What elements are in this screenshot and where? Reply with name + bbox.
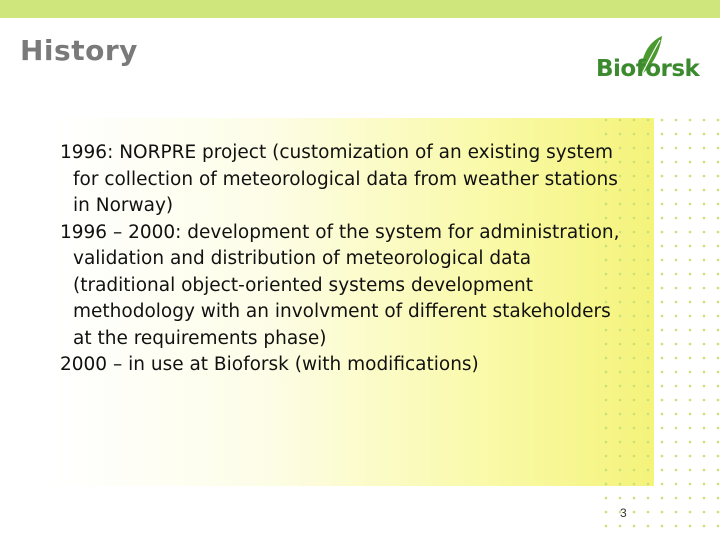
pattern-dot bbox=[675, 371, 678, 374]
pattern-dot bbox=[717, 525, 720, 528]
pattern-dot bbox=[633, 399, 636, 402]
pattern-dot bbox=[633, 413, 636, 416]
pattern-dot bbox=[661, 161, 664, 164]
pattern-dot bbox=[647, 357, 650, 360]
pattern-dot bbox=[605, 385, 608, 388]
pattern-dot bbox=[675, 329, 678, 332]
pattern-dot bbox=[675, 427, 678, 430]
pattern-dot bbox=[703, 357, 706, 360]
pattern-dot bbox=[661, 147, 664, 150]
pattern-dot bbox=[703, 469, 706, 472]
pattern-dot bbox=[689, 357, 692, 360]
pattern-dot bbox=[633, 273, 636, 276]
pattern-dot bbox=[619, 385, 622, 388]
pattern-dot bbox=[647, 427, 650, 430]
pattern-dot bbox=[675, 357, 678, 360]
pattern-dot bbox=[675, 217, 678, 220]
pattern-dot bbox=[661, 469, 664, 472]
pattern-dot bbox=[689, 427, 692, 430]
pattern-dot bbox=[647, 161, 650, 164]
pattern-dot bbox=[661, 525, 664, 528]
pattern-dot bbox=[633, 511, 636, 514]
pattern-dot bbox=[633, 525, 636, 528]
pattern-dot bbox=[647, 441, 650, 444]
pattern-dot bbox=[703, 245, 706, 248]
pattern-dot bbox=[675, 133, 678, 136]
pattern-dot bbox=[605, 399, 608, 402]
pattern-dot bbox=[661, 301, 664, 304]
pattern-dot bbox=[703, 287, 706, 290]
pattern-dot bbox=[605, 469, 608, 472]
pattern-dot bbox=[689, 287, 692, 290]
pattern-dot bbox=[661, 245, 664, 248]
pattern-dot bbox=[717, 147, 720, 150]
pattern-dot bbox=[661, 413, 664, 416]
pattern-dot bbox=[619, 441, 622, 444]
page-number: 3 bbox=[620, 506, 627, 520]
pattern-dot bbox=[633, 287, 636, 290]
pattern-dot bbox=[633, 469, 636, 472]
pattern-dot bbox=[703, 161, 706, 164]
pattern-dot bbox=[703, 385, 706, 388]
pattern-dot bbox=[689, 441, 692, 444]
pattern-dot bbox=[703, 525, 706, 528]
pattern-dot bbox=[633, 357, 636, 360]
pattern-dot bbox=[619, 483, 622, 486]
pattern-dot bbox=[675, 385, 678, 388]
history-item-1996: 1996: NORPRE project (customization of an existing system for collection of meteorological data from weather stations in Norway) bbox=[60, 142, 618, 216]
pattern-dot bbox=[661, 455, 664, 458]
pattern-dot bbox=[717, 469, 720, 472]
pattern-dot bbox=[661, 329, 664, 332]
pattern-dot bbox=[675, 203, 678, 206]
pattern-dot bbox=[647, 245, 650, 248]
pattern-dot bbox=[633, 147, 636, 150]
pattern-dot bbox=[675, 147, 678, 150]
pattern-dot bbox=[717, 399, 720, 402]
pattern-dot bbox=[703, 329, 706, 332]
pattern-dot bbox=[633, 427, 636, 430]
pattern-dot bbox=[675, 161, 678, 164]
pattern-dot bbox=[703, 189, 706, 192]
pattern-dot bbox=[605, 483, 608, 486]
pattern-dot bbox=[605, 497, 608, 500]
pattern-dot bbox=[647, 469, 650, 472]
pattern-dot bbox=[717, 133, 720, 136]
pattern-dot bbox=[675, 455, 678, 458]
pattern-dot bbox=[661, 441, 664, 444]
pattern-dot bbox=[633, 315, 636, 318]
pattern-dot bbox=[661, 203, 664, 206]
pattern-dot bbox=[647, 301, 650, 304]
pattern-dot bbox=[717, 189, 720, 192]
pattern-dot bbox=[647, 147, 650, 150]
pattern-dot bbox=[717, 455, 720, 458]
pattern-dot bbox=[689, 385, 692, 388]
pattern-dot bbox=[717, 329, 720, 332]
pattern-dot bbox=[703, 203, 706, 206]
pattern-dot bbox=[661, 343, 664, 346]
pattern-dot bbox=[633, 133, 636, 136]
pattern-dot bbox=[675, 413, 678, 416]
pattern-dot bbox=[689, 413, 692, 416]
pattern-dot bbox=[689, 245, 692, 248]
pattern-dot bbox=[675, 525, 678, 528]
pattern-dot bbox=[689, 203, 692, 206]
pattern-dot bbox=[689, 161, 692, 164]
pattern-dot bbox=[647, 119, 650, 122]
pattern-dot bbox=[633, 231, 636, 234]
pattern-dot bbox=[717, 245, 720, 248]
pattern-dot bbox=[661, 175, 664, 178]
top-accent-bar bbox=[0, 0, 720, 18]
pattern-dot bbox=[703, 133, 706, 136]
pattern-dot bbox=[689, 455, 692, 458]
pattern-dot bbox=[633, 217, 636, 220]
pattern-dot bbox=[689, 273, 692, 276]
pattern-dot bbox=[675, 119, 678, 122]
pattern-dot bbox=[717, 301, 720, 304]
pattern-dot bbox=[717, 371, 720, 374]
pattern-dot bbox=[661, 259, 664, 262]
pattern-dot bbox=[703, 399, 706, 402]
pattern-dot bbox=[619, 427, 622, 430]
pattern-dot bbox=[605, 119, 608, 122]
pattern-dot bbox=[675, 231, 678, 234]
pattern-dot bbox=[647, 203, 650, 206]
pattern-dot bbox=[717, 315, 720, 318]
pattern-dot bbox=[633, 161, 636, 164]
pattern-dot bbox=[675, 399, 678, 402]
pattern-dot bbox=[689, 133, 692, 136]
pattern-dot bbox=[647, 385, 650, 388]
pattern-dot bbox=[689, 189, 692, 192]
pattern-dot bbox=[717, 483, 720, 486]
pattern-dot bbox=[703, 301, 706, 304]
pattern-dot bbox=[647, 343, 650, 346]
pattern-dot bbox=[689, 147, 692, 150]
pattern-dot bbox=[633, 455, 636, 458]
pattern-dot bbox=[661, 231, 664, 234]
pattern-dot bbox=[633, 259, 636, 262]
pattern-dot bbox=[689, 315, 692, 318]
pattern-dot bbox=[717, 357, 720, 360]
pattern-dot bbox=[633, 301, 636, 304]
pattern-dot bbox=[703, 413, 706, 416]
pattern-dot bbox=[605, 133, 608, 136]
pattern-dot bbox=[661, 399, 664, 402]
pattern-dot bbox=[647, 329, 650, 332]
pattern-dot bbox=[717, 497, 720, 500]
pattern-dot bbox=[717, 441, 720, 444]
pattern-dot bbox=[703, 273, 706, 276]
pattern-dot bbox=[647, 525, 650, 528]
pattern-dot bbox=[647, 371, 650, 374]
pattern-dot bbox=[717, 231, 720, 234]
pattern-dot bbox=[675, 497, 678, 500]
pattern-dot bbox=[647, 133, 650, 136]
pattern-dot bbox=[661, 385, 664, 388]
pattern-dot bbox=[689, 497, 692, 500]
pattern-dot bbox=[717, 259, 720, 262]
pattern-dot bbox=[633, 371, 636, 374]
pattern-dot bbox=[619, 413, 622, 416]
pattern-dot bbox=[675, 441, 678, 444]
pattern-dot bbox=[647, 483, 650, 486]
pattern-dot bbox=[675, 175, 678, 178]
pattern-dot bbox=[661, 315, 664, 318]
pattern-dot bbox=[703, 441, 706, 444]
pattern-dot bbox=[703, 315, 706, 318]
pattern-dot bbox=[703, 427, 706, 430]
pattern-dot bbox=[661, 497, 664, 500]
pattern-dot bbox=[647, 413, 650, 416]
pattern-dot bbox=[619, 133, 622, 136]
pattern-dot bbox=[633, 329, 636, 332]
pattern-dot bbox=[689, 511, 692, 514]
pattern-dot bbox=[675, 343, 678, 346]
pattern-dot bbox=[619, 525, 622, 528]
pattern-dot bbox=[647, 189, 650, 192]
pattern-dot bbox=[675, 511, 678, 514]
pattern-dot bbox=[647, 497, 650, 500]
pattern-dot bbox=[633, 343, 636, 346]
pattern-dot bbox=[703, 483, 706, 486]
pattern-dot bbox=[633, 245, 636, 248]
pattern-dot bbox=[717, 217, 720, 220]
pattern-dot bbox=[675, 315, 678, 318]
pattern-dot bbox=[689, 175, 692, 178]
history-item-1996-2000: 1996 – 2000: development of the system for administration, validation and distribution of meteorological data (traditional object-oriented systems development methodology with an involvment of different stakeholders at the requirements phase) bbox=[60, 221, 620, 349]
pattern-dot bbox=[689, 371, 692, 374]
pattern-dot bbox=[647, 511, 650, 514]
pattern-dot bbox=[689, 329, 692, 332]
pattern-dot bbox=[717, 287, 720, 290]
pattern-dot bbox=[717, 273, 720, 276]
pattern-dot bbox=[689, 259, 692, 262]
pattern-dot bbox=[661, 287, 664, 290]
pattern-dot bbox=[647, 273, 650, 276]
pattern-dot bbox=[661, 189, 664, 192]
bioforsk-logo bbox=[596, 34, 700, 90]
pattern-dot bbox=[633, 483, 636, 486]
pattern-dot bbox=[661, 273, 664, 276]
pattern-dot bbox=[619, 455, 622, 458]
logo-text: Bioforsk bbox=[596, 56, 700, 82]
slide-body bbox=[60, 140, 620, 379]
pattern-dot bbox=[633, 189, 636, 192]
pattern-dot bbox=[689, 231, 692, 234]
pattern-dot bbox=[703, 343, 706, 346]
pattern-dot bbox=[661, 511, 664, 514]
pattern-dot bbox=[619, 497, 622, 500]
pattern-dot bbox=[605, 525, 608, 528]
pattern-dot bbox=[689, 119, 692, 122]
pattern-dot bbox=[703, 455, 706, 458]
pattern-dot bbox=[647, 259, 650, 262]
pattern-dot bbox=[661, 133, 664, 136]
pattern-dot bbox=[633, 203, 636, 206]
pattern-dot bbox=[703, 371, 706, 374]
pattern-dot bbox=[675, 189, 678, 192]
pattern-dot bbox=[605, 441, 608, 444]
pattern-dot bbox=[703, 511, 706, 514]
pattern-dot bbox=[703, 259, 706, 262]
pattern-dot bbox=[717, 511, 720, 514]
pattern-dot bbox=[605, 413, 608, 416]
pattern-dot bbox=[689, 217, 692, 220]
pattern-dot bbox=[675, 483, 678, 486]
pattern-dot bbox=[717, 413, 720, 416]
pattern-dot bbox=[703, 119, 706, 122]
history-item-2000: 2000 – in use at Bioforsk (with modifications) bbox=[60, 354, 479, 375]
pattern-dot bbox=[689, 525, 692, 528]
pattern-dot bbox=[647, 399, 650, 402]
pattern-dot bbox=[703, 231, 706, 234]
slide-title: History bbox=[20, 34, 138, 67]
pattern-dot bbox=[675, 245, 678, 248]
pattern-dot bbox=[717, 343, 720, 346]
pattern-dot bbox=[689, 343, 692, 346]
pattern-dot bbox=[689, 399, 692, 402]
pattern-dot bbox=[633, 441, 636, 444]
pattern-dot bbox=[675, 287, 678, 290]
pattern-dot bbox=[619, 399, 622, 402]
pattern-dot bbox=[633, 175, 636, 178]
pattern-dot bbox=[605, 511, 608, 514]
pattern-dot bbox=[619, 119, 622, 122]
pattern-dot bbox=[605, 427, 608, 430]
pattern-dot bbox=[661, 357, 664, 360]
pattern-dot bbox=[689, 301, 692, 304]
pattern-dot bbox=[661, 371, 664, 374]
pattern-dot bbox=[717, 119, 720, 122]
pattern-dot bbox=[661, 483, 664, 486]
pattern-dot bbox=[703, 147, 706, 150]
pattern-dot bbox=[717, 175, 720, 178]
pattern-dot bbox=[675, 273, 678, 276]
pattern-dot bbox=[675, 259, 678, 262]
pattern-dot bbox=[703, 217, 706, 220]
pattern-dot bbox=[647, 287, 650, 290]
pattern-dot bbox=[703, 175, 706, 178]
pattern-dot bbox=[661, 119, 664, 122]
pattern-dot bbox=[647, 231, 650, 234]
pattern-dot bbox=[647, 175, 650, 178]
pattern-dot bbox=[633, 385, 636, 388]
pattern-dot bbox=[717, 203, 720, 206]
pattern-dot bbox=[661, 217, 664, 220]
pattern-dot bbox=[661, 427, 664, 430]
pattern-dot bbox=[605, 455, 608, 458]
pattern-dot bbox=[717, 427, 720, 430]
pattern-dot bbox=[619, 469, 622, 472]
pattern-dot bbox=[633, 119, 636, 122]
pattern-dot bbox=[633, 497, 636, 500]
pattern-dot bbox=[647, 455, 650, 458]
pattern-dot bbox=[647, 217, 650, 220]
pattern-dot bbox=[689, 469, 692, 472]
pattern-dot bbox=[675, 469, 678, 472]
pattern-dot bbox=[717, 161, 720, 164]
pattern-dot bbox=[717, 385, 720, 388]
pattern-dot bbox=[647, 315, 650, 318]
pattern-dot bbox=[675, 301, 678, 304]
pattern-dot bbox=[689, 483, 692, 486]
pattern-dot bbox=[703, 497, 706, 500]
